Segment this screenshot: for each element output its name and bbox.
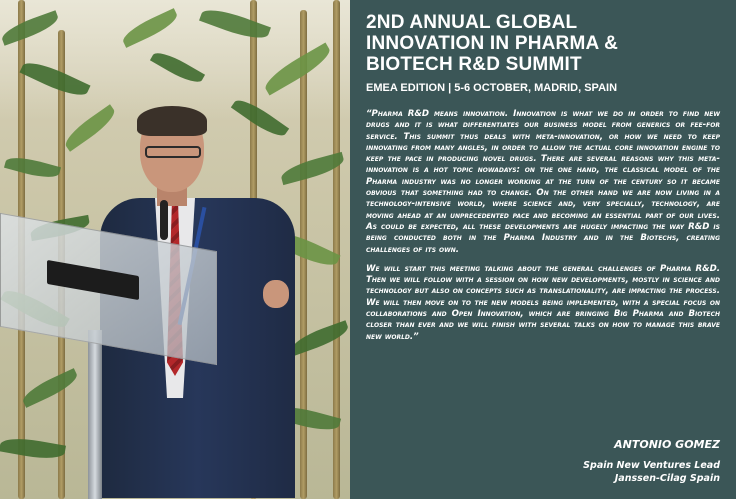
summit-title [366,12,720,75]
speaker-hand [263,280,289,308]
bamboo-leaf [0,434,66,462]
speaker-company: Janssen-Cilag Spain [614,473,720,484]
summit-title-line: BIOTECH R&D SUMMIT [366,54,582,75]
lectern-pole [88,330,102,499]
summit-title-line: 2ND ANNUAL GLOBAL [366,12,578,33]
speaker-name: ANTONIO GOMEZ [614,438,720,451]
microphone-icon [160,200,168,240]
summit-edition-date: EMEA EDITION | 5-6 OCTOBER, MADRID, SPAIN [366,82,618,94]
quote-paragraph: “Pharma R&D means innovation. Innovation is what we do in order to find new drugs and it is what differentiates our business model from generics or fee-for service. This summit thus deals with meta-innovation, or how we need to keep innovating from many angles, in order to allow the actual core innovation engine to keep the pace in producing novel drugs. There are several reasons why this meta-innovation is a hot topic nowadays: on the one hand, the classical model of the Pharma industry was no longer working at the turn of the century so it became obvious that something had to change. On the other hand we are now living in a technology-intensive world, where science and, very specially, technology, are moving ahead at an unprecedented pace and becoming an essential part of our lives. As could be expected, all these developments are hugely impacting the way R&D is being conducted both in the Pharma Industry and in the Biotechs, creating challenges of its own. [366,109,720,255]
speaker-hair [137,106,207,136]
speaker-photo [0,0,350,499]
speaker-signature [583,438,720,485]
text-panel [350,0,736,499]
quote-paragraph: We will start this meeting talking about the general challenges of Pharma R&D. Then we will follow with a session on how new developments, mostly in science and technology but also on concepts such as translationality, are impacting the process. We will then move on to the new models being implemented, with a special focus on collaborations and Open Innovation, which are bringing Big Pharma and Biotech closer than ever and we will finish with several talks on how to manage this brave new world.” [366,263,720,342]
bamboo-leaf [19,368,80,408]
bamboo-leaf [4,153,61,182]
speaker-glasses [145,146,201,158]
summit-title-line: INNOVATION IN PHARMA & [366,33,619,54]
speaker-role: Spain New Ventures Lead [583,460,720,471]
